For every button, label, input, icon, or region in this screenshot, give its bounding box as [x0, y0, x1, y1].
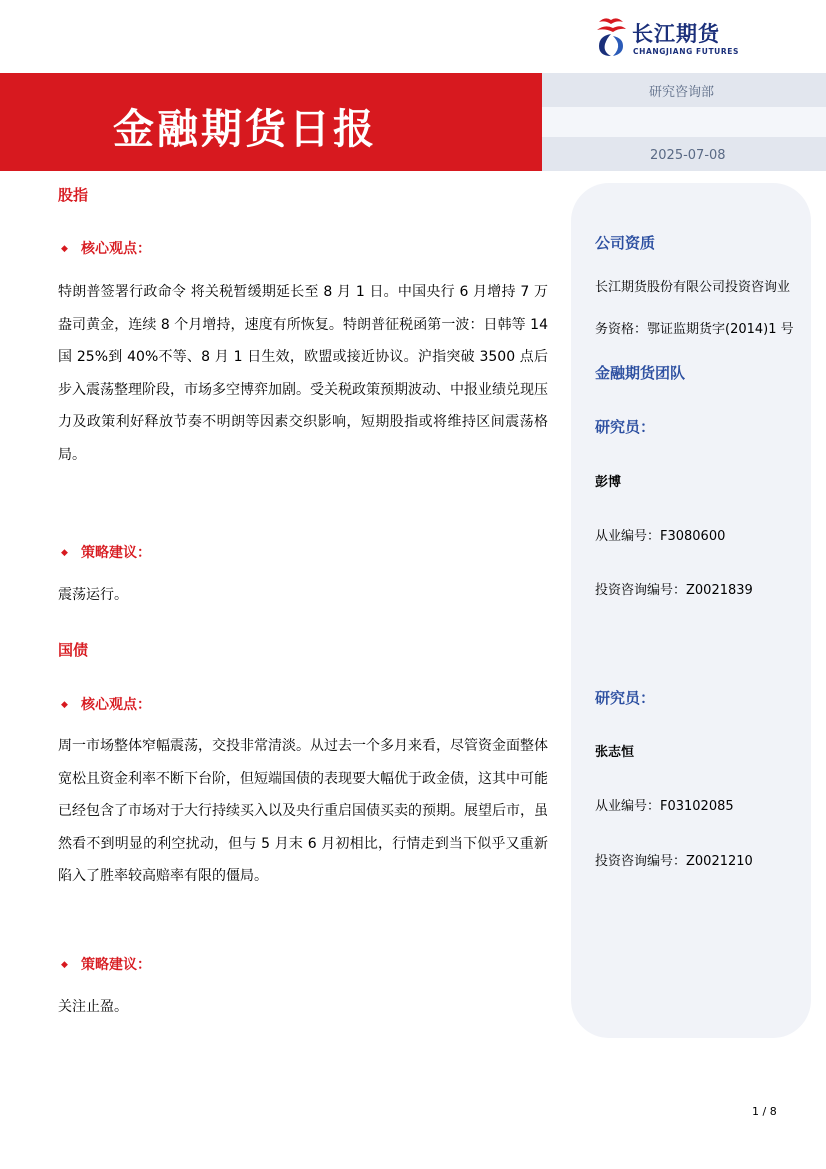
diamond-bullet-icon: ◆: [61, 244, 68, 254]
department-label: 研究咨询部: [649, 85, 715, 100]
qualification-line-1: 长江期货股份有限公司投资咨询业: [595, 280, 791, 295]
researcher-label: 研究员：: [595, 418, 656, 436]
researcher-label: 研究员：: [595, 689, 656, 707]
researcher-name: 彭博: [595, 475, 622, 490]
logo-name: 长江期货: [632, 22, 720, 46]
section-title-treasury: 国债: [58, 641, 89, 659]
qualification-heading: 公司资质: [595, 234, 656, 252]
logo-english-name: CHANGJIANG FUTURES: [633, 47, 739, 56]
core-view-heading: ◆ 核心观点：: [61, 241, 151, 257]
strategy-heading: ◆ 策略建议：: [61, 957, 151, 973]
report-title: 金融期货日报: [113, 105, 377, 153]
researcher-advisory-number: 投资咨询编号：Z0021839: [595, 583, 753, 598]
team-heading: 金融期货团队: [595, 364, 686, 382]
researcher-cert-number: 从业编号：F3080600: [595, 529, 726, 544]
changjiang-logo-icon: [593, 14, 629, 58]
diamond-bullet-icon: ◆: [61, 548, 68, 558]
sidebar-panel: [571, 183, 811, 1038]
banner-stripe: [542, 107, 826, 137]
banner-info-panel: [542, 73, 826, 171]
researcher-cert-number: 从业编号：F03102085: [595, 799, 734, 814]
company-logo: [593, 14, 763, 58]
diamond-bullet-icon: ◆: [61, 700, 68, 710]
core-view-text: 周一市场整体窄幅震荡，交投非常清淡。从过去一个多月来看，尽管资金面整体宽松且资金利率不断下台阶，但短端国债的表现要大幅优于政金债，这其中可能已经包含了市场对于大行持续买入以及央行重启国债买卖的预期。展望后市，虽然看不到明显的利空扰动，但与 5 月末 6 月初相比，行情走到当下似乎又重新陷入了胜率较高赔率有限的僵局。: [58, 738, 548, 884]
page-number: 1 / 8: [752, 1105, 777, 1118]
diamond-bullet-icon: ◆: [61, 960, 68, 970]
strategy-heading: ◆ 策略建议：: [61, 545, 151, 561]
strategy-text: 关注止盈。: [58, 999, 128, 1015]
section-title-stock-index: 股指: [58, 186, 89, 204]
core-view-heading: ◆ 核心观点：: [61, 697, 151, 713]
researcher-advisory-number: 投资咨询编号：Z0021210: [595, 854, 753, 869]
researcher-name: 张志恒: [595, 745, 635, 760]
core-view-text: 特朗普签署行政命令 将关税暂缓期延长至 8 月 1 日。中国央行 6 月增持 7 万盎司黄金，连续 8 个月增持，速度有所恢复。特朗普征税函第一波：日韩等 14 国 25%到 40%不等、8 月 1 日生效，欧盟或接近协议。沪指突破 3500 点后步入震荡整理阶段，市场多空博弈加剧。受关税政策预期波动、中报业绩兑现压力及政策利好释放节奏不明朗等因素交织影响，短期股指或将维持区间震荡格局。: [58, 284, 548, 463]
report-date: 2025-07-08: [650, 148, 726, 163]
strategy-text: 震荡运行。: [58, 587, 128, 603]
qualification-line-2: 务资格：鄂证监期货字(2014)1 号: [595, 322, 794, 337]
